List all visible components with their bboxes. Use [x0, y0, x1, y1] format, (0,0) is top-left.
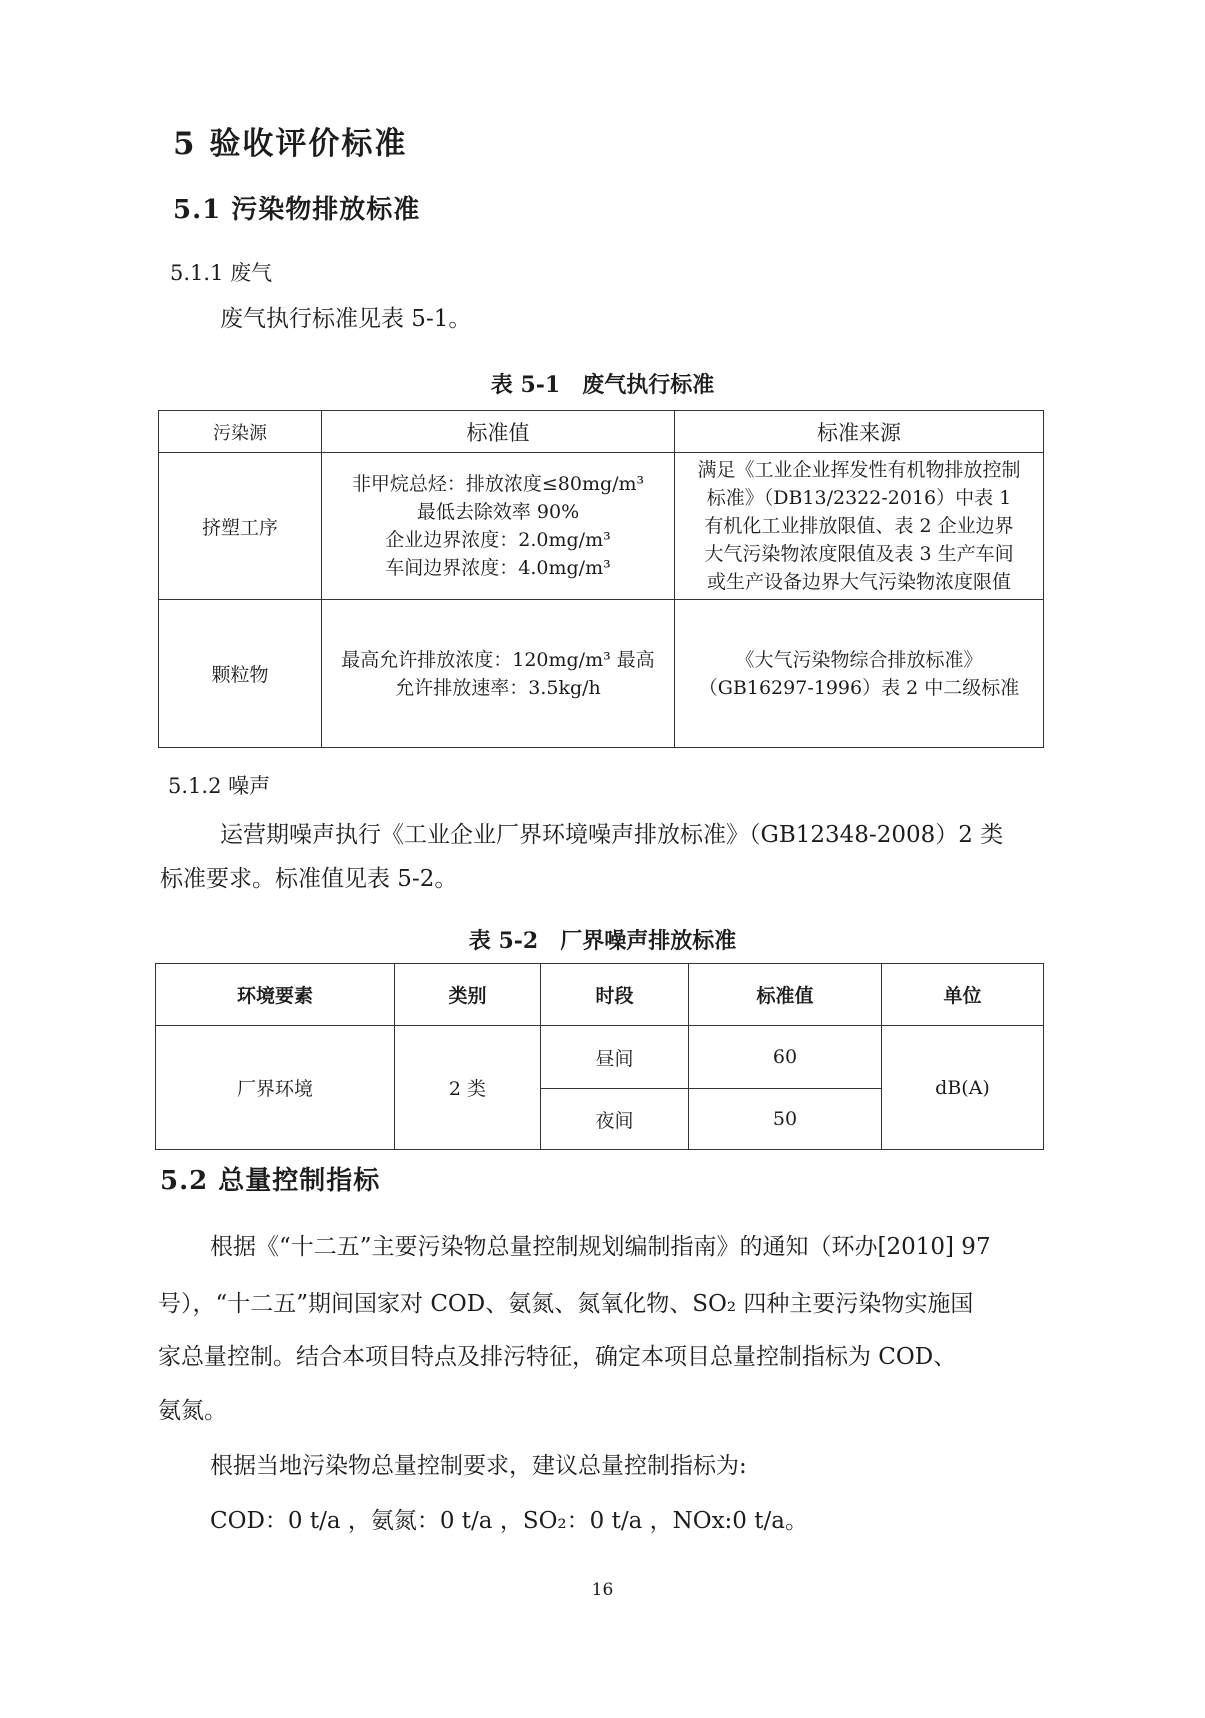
page-number: 16 — [591, 1580, 614, 1600]
t1-header-value: 标准值 — [322, 411, 675, 453]
value-line: 车间边界浓度：4.0mg/m³ — [385, 557, 611, 579]
value-line: 企业边界浓度：2.0mg/m³ — [385, 529, 611, 551]
para-total-line1: 根据《“十二五”主要污染物总量控制规划编制指南》的通知（环办[2010] 97 — [210, 1234, 991, 1260]
t2-night-label: 夜间 — [541, 1089, 689, 1150]
basis-line: 有机化工业排放限值、表 2 企业边界 — [704, 515, 1014, 537]
para-total-line4: 氨氮。 — [158, 1398, 227, 1424]
heading-5: 5 验收评价标准 — [173, 126, 408, 162]
t1-row2-basis — [675, 600, 1044, 748]
t2-day-value: 60 — [689, 1026, 882, 1089]
t2-category: 2 类 — [395, 1026, 541, 1150]
t2-day-label: 昼间 — [541, 1026, 689, 1089]
t1-row1-source: 挤塑工序 — [159, 453, 322, 600]
t1-header-basis: 标准来源 — [675, 411, 1044, 453]
para-local-requirement: 根据当地污染物总量控制要求，建议总量控制指标为: — [210, 1453, 747, 1479]
t1-row2-source: 颗粒物 — [159, 600, 322, 748]
t2-header-category: 类别 — [395, 964, 541, 1026]
heading-5-1: 5.1 污染物排放标准 — [173, 195, 421, 225]
basis-line: 《大气污染物综合排放标准》 — [735, 648, 983, 671]
t2-header-element: 环境要素 — [156, 964, 395, 1026]
heading-5-1-1: 5.1.1 废气 — [170, 261, 273, 285]
t1-row1-value — [322, 453, 675, 600]
para-total-line3: 家总量控制。结合本项目特点及排污特征，确定本项目总量控制指标为 COD、 — [158, 1344, 957, 1370]
noise-standard-table — [155, 963, 1044, 1150]
para-noise-line1: 运营期噪声执行《工业企业厂界环境噪声排放标准》（GB12348-2008）2 类 — [220, 822, 1004, 848]
value-line: 最高允许排放浓度：120mg/m³ 最高 — [341, 648, 655, 671]
t2-night-value: 50 — [689, 1089, 882, 1150]
t1-row1-basis — [675, 453, 1044, 600]
t2-header-period: 时段 — [541, 964, 689, 1026]
t1-header-source: 污染源 — [159, 411, 322, 453]
table1-caption: 表 5-1 废气执行标准 — [490, 372, 715, 398]
basis-line: （GB16297-1996）表 2 中二级标准 — [698, 676, 1020, 699]
para-total-values: COD：0 t/a ，氨氮：0 t/a ，SO₂：0 t/a ，NOx:0 t/a。 — [210, 1508, 808, 1534]
table-row — [159, 453, 1044, 600]
value-line: 允许排放速率：3.5kg/h — [395, 676, 601, 699]
table-row — [159, 600, 1044, 748]
t2-element: 厂界环境 — [156, 1026, 395, 1150]
basis-line: 或生产设备边界大气污染物浓度限值 — [706, 571, 1011, 593]
basis-line: 满足《工业企业挥发性有机物排放控制 — [697, 459, 1021, 481]
basis-line: 标准》（DB13/2322-2016）中表 1 — [706, 487, 1012, 509]
heading-5-2: 5.2 总量控制指标 — [160, 1166, 381, 1196]
value-line: 非甲烷总烃：排放浓度≤80mg/m³ — [351, 473, 645, 495]
para-noise-line2: 标准要求。标准值见表 5-2。 — [160, 866, 458, 892]
basis-line: 大气污染物浓度限值及表 3 生产车间 — [704, 543, 1014, 565]
value-line: 最低去除效率 90% — [416, 501, 580, 523]
table-row — [156, 1026, 1044, 1089]
para-gas: 废气执行标准见表 5-1。 — [220, 306, 472, 332]
heading-5-1-2: 5.1.2 噪声 — [168, 774, 271, 798]
t1-row2-value — [322, 600, 675, 748]
t2-header-unit: 单位 — [882, 964, 1044, 1026]
gas-standard-table — [158, 410, 1044, 748]
t2-header-value: 标准值 — [689, 964, 882, 1026]
para-total-line2: 号），“十二五”期间国家对 COD、氨氮、氮氧化物、SO₂ 四种主要污染物实施国 — [158, 1291, 974, 1317]
t2-unit: dB(A) — [882, 1026, 1044, 1150]
table2-caption: 表 5-2 厂界噪声排放标准 — [468, 928, 737, 954]
